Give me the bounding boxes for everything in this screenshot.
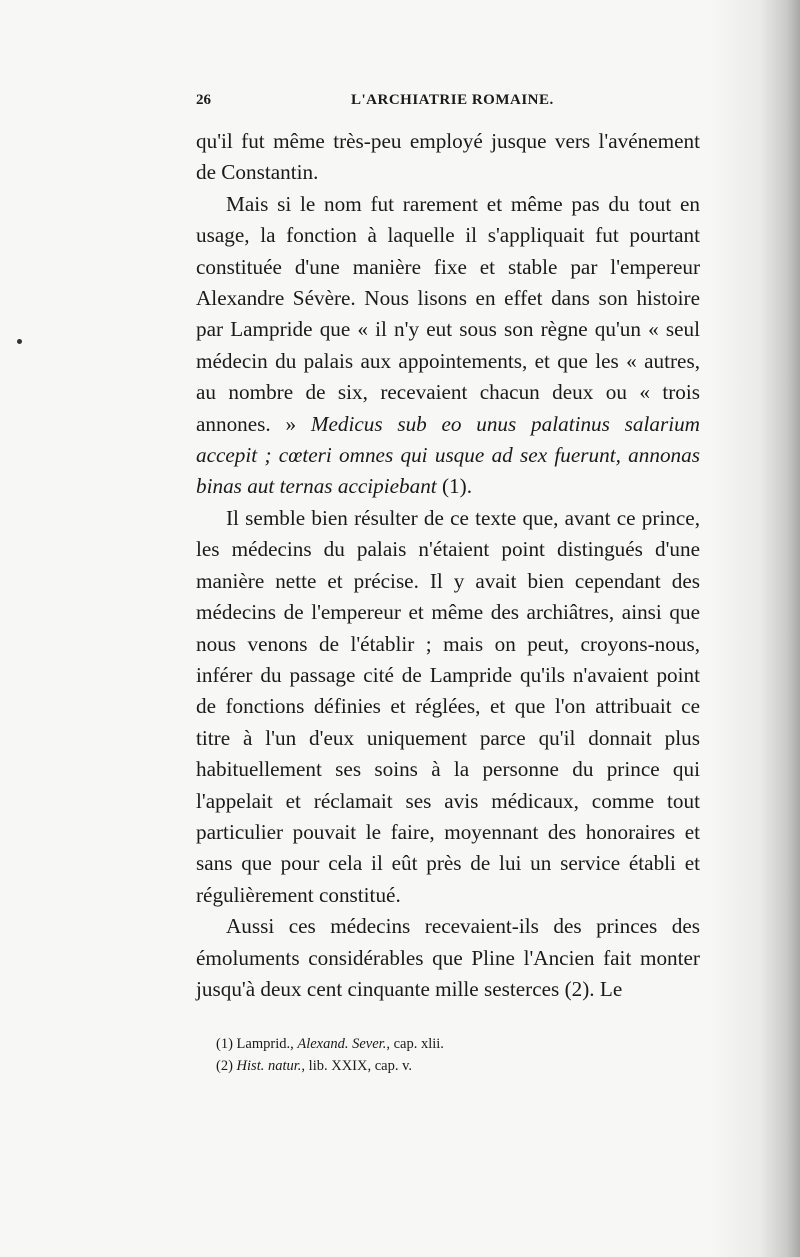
footnotes [216, 1033, 696, 1077]
paragraph-2 [196, 189, 700, 503]
footnote-1-title: Alexand. Sever. [297, 1036, 387, 1052]
footnote-2-citation: , lib. XXIX, cap. v. [301, 1058, 413, 1074]
footnote-2-number: (2) [216, 1058, 237, 1074]
footnote-2 [216, 1055, 696, 1077]
page-number: 26 [196, 92, 211, 108]
page-header [196, 92, 700, 114]
paragraph-3: Il semble bien résulter de ce texte que, avant ce prince, les médecins du palais n'étaient point distingués d'une manière nette et précise. Il y avait bien cependant des médecins de l'empereur et même des archiâtres, ainsi que nous venons de l'établir ; mais on peut, croyons-nous, inférer du passage cité de Lampride qu'ils n'avaient point de fonctions définies et réglées, et que l'on attribuait ce titre à l'un d'eux uniquement parce qu'il donnait plus habituellement ses soins à la personne du prince qui l'appelait et réclamait ses avis médicaux, comme tout particulier pouvait le faire, moyennant des honoraires et sans que pour cela il eût près de lui un service établi et régulièrement constitué. [196, 505, 700, 907]
footnote-ref-1: (1). [436, 474, 472, 499]
page-edge-shadow [710, 0, 800, 1257]
running-title: L'ARCHIATRIE ROMAINE. [351, 92, 554, 108]
body-text [196, 126, 700, 1005]
footnote-1 [216, 1033, 696, 1055]
footnote-1-citation: , cap. xlii. [386, 1036, 444, 1052]
ink-speck [17, 339, 22, 344]
paragraph-2-french: Mais si le nom fut rarement et même pas du tout en usage, la fonction à laquelle il s'appliquait fut pourtant constituée d'une manière fixe et stable par l'empereur Alexandre Sévère. Nous lisons en effet dans son histoire par Lampride que « il n'y eut sous son règne qu'un « seul médecin du palais aux appointements, et que les « autres, au nombre de six, recevaient chacun deux ou « trois annones. » [196, 191, 700, 436]
paragraph-4: Aussi ces médecins recevaient-ils des princes des émoluments considérables que Pline l'Ancien fait monter jusqu'à deux cent cinquante mille sesterces (2). Le [196, 914, 700, 1001]
footnote-2-title: Hist. natur. [236, 1058, 302, 1074]
latin-quotation: Medicus sub eo unus palatinus salarium accepit ; cœteri omnes qui usque ad sex fuerunt, annonas binas aut ternas accipiebant [196, 411, 700, 499]
paragraph-1: qu'il fut même très-peu employé jusque vers l'avénement de Constantin. [196, 129, 700, 185]
footnote-1-author: Lamprid., [236, 1036, 298, 1052]
footnote-1-number: (1) [216, 1036, 237, 1052]
